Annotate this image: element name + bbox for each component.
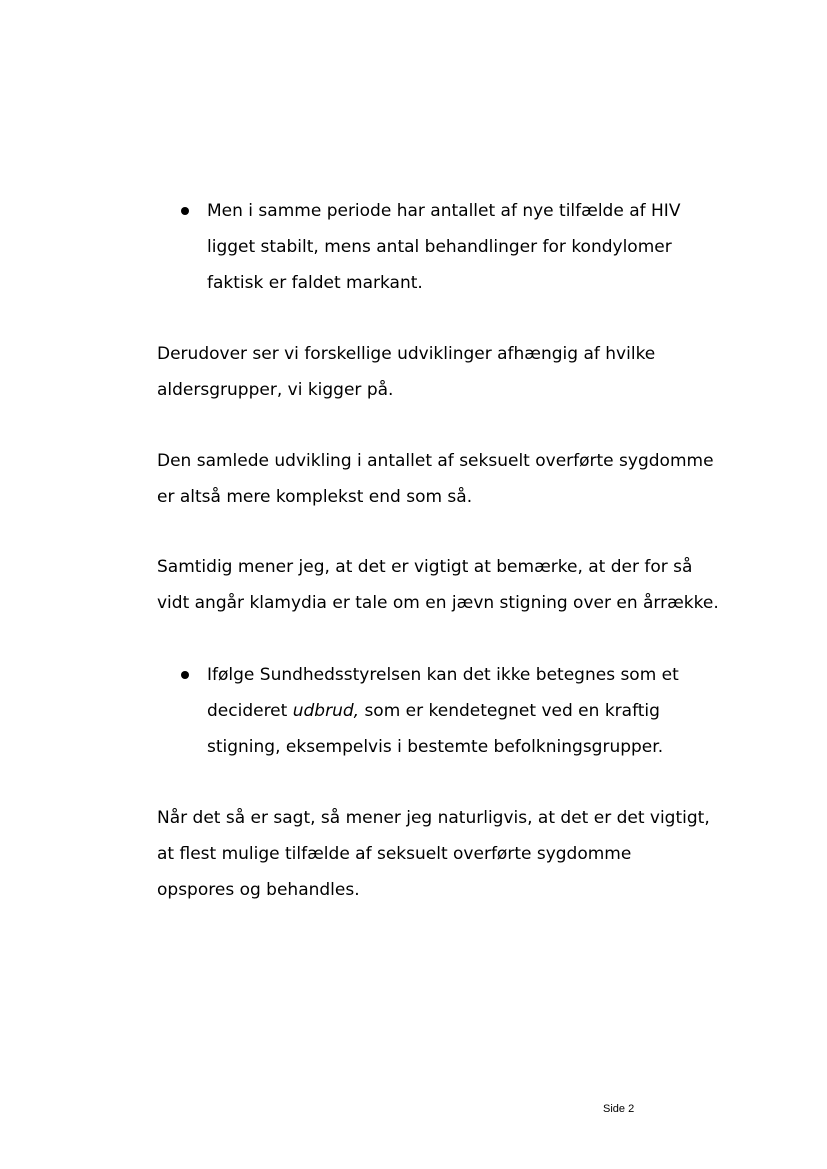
text-segment: decideret — [207, 701, 293, 721]
bullet-item-sundhedsstyrelsen — [207, 657, 679, 765]
text-line: Derudover ser vi forskellige udviklinger afhængig af hvilke — [157, 344, 656, 364]
paragraph-chlamydia — [157, 549, 719, 621]
page-number: Side 2 — [603, 1103, 635, 1115]
paragraph-conclusion — [157, 800, 710, 908]
text-line: er altså mere komplekst end som så. — [157, 487, 473, 507]
text-line-with-emphasis — [207, 693, 679, 729]
paragraph-age-groups — [157, 336, 655, 408]
text-line: Samtidig mener jeg, at det er vigtigt at bemærke, at der for så — [157, 557, 693, 577]
emphasized-word: udbrud, — [292, 701, 360, 721]
bullet-item-hiv — [207, 193, 680, 301]
text-line: Den samlede udvikling i antallet af seksuelt overførte sygdomme — [157, 451, 714, 471]
bullet-icon — [181, 671, 189, 679]
text-line: Ifølge Sundhedsstyrelsen kan det ikke betegnes som et — [207, 665, 679, 685]
text-line: aldersgrupper, vi kigger på. — [157, 380, 394, 400]
bullet-icon — [181, 207, 189, 215]
text-segment: som er kendetegnet ved en kraftig — [359, 701, 660, 721]
text-line: Når det så er sagt, så mener jeg naturligvis, at det er det vigtigt, — [157, 808, 710, 828]
text-line: stigning, eksempelvis i bestemte befolkningsgrupper. — [207, 737, 664, 757]
text-line: Men i samme periode har antallet af nye tilfælde af HIV — [207, 201, 681, 221]
text-line: ligget stabilt, mens antal behandlinger for kondylomer — [207, 237, 672, 257]
text-line: opspores og behandles. — [157, 880, 360, 900]
text-line: at flest mulige tilfælde af seksuelt overførte sygdomme — [157, 844, 632, 864]
text-line: faktisk er faldet markant. — [207, 273, 423, 293]
text-line: vidt angår klamydia er tale om en jævn stigning over en årrække. — [157, 593, 719, 613]
paragraph-overall-development — [157, 443, 714, 515]
